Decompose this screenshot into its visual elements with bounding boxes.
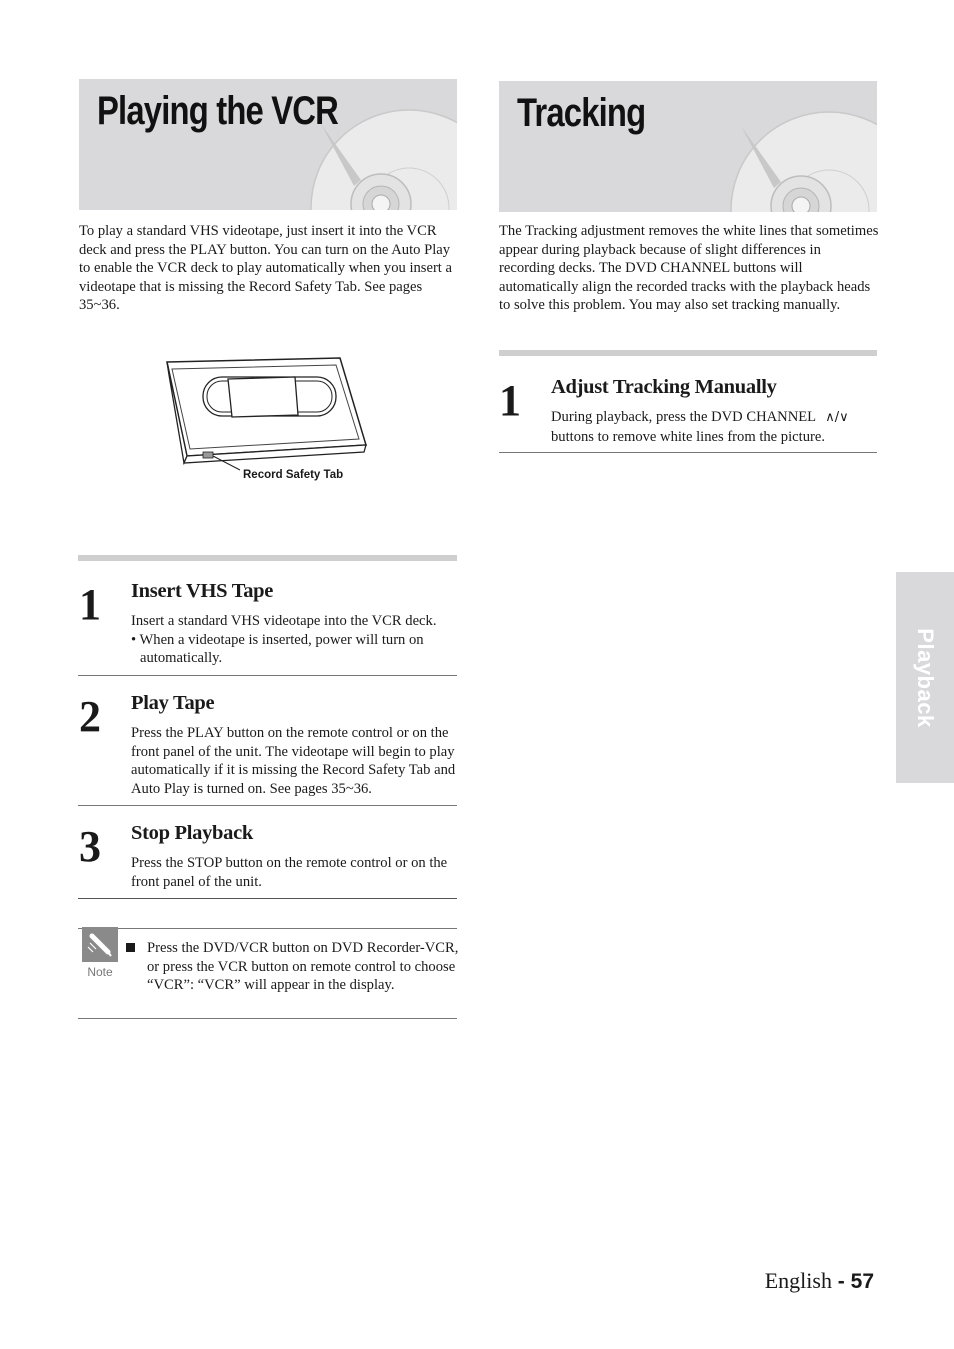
tracking-intro-text: The Tracking adjustment removes the white lines that sometimes appear during playback because of slight differences in recording decks. The DVD CHANNEL buttons will automatically align the recorded tracks with the playback heads to solve this problem. You may also set tracking manually. (499, 223, 879, 314)
step-title: Play Tape (131, 692, 215, 714)
step-bullet: • When a videotape is inserted, power will turn on automatically. (131, 631, 424, 667)
note-bullet-square (126, 943, 135, 952)
step-number: 1 (499, 376, 521, 425)
vcr-intro-text: To play a standard VHS videotape, just insert it into the VCR deck and press the PLAY button. You can turn on the Auto Play to enable the VCR deck to play automatically when you insert a videotape that is missing the Record Safety Tab. See pages 35~36. (79, 223, 452, 314)
note-icon (82, 927, 118, 962)
channel-up-down-icon: ∧/∨ (825, 410, 849, 425)
step-body: Press the STOP button on the remote control or on the front panel of the unit. (131, 855, 448, 890)
step-body (551, 408, 877, 446)
step-body (131, 612, 457, 668)
vhs-tape-illustration (164, 355, 374, 485)
step-text: Insert a standard VHS videotape into the VCR deck. (131, 613, 437, 629)
section-divider (78, 555, 457, 561)
disc-icon (299, 100, 457, 210)
step-divider (499, 452, 877, 453)
page-title-playing-vcr: Playing the VCR (97, 89, 339, 133)
note-label: Note (87, 965, 113, 979)
note-bottom-rule (78, 1018, 457, 1019)
step-number: 3 (79, 822, 101, 871)
note-text: Press the DVD/VCR button on DVD Recorder-VCR, or press the VCR button on remote control to choose “VCR”: “VCR” will appear in the display. (147, 940, 459, 994)
page-footer (765, 1268, 874, 1294)
footer-language: English (764, 1268, 832, 1293)
step-number: 2 (79, 692, 101, 741)
page-title-tracking: Tracking (517, 91, 646, 135)
footer-separator: - (831, 1270, 851, 1293)
note-top-rule (78, 928, 457, 929)
step-number: 1 (79, 580, 101, 629)
section-divider (499, 350, 877, 356)
step-text: During playback, press the DVD CHANNEL (551, 409, 816, 425)
step-divider (78, 675, 457, 676)
page-number: 57 (850, 1270, 874, 1293)
step-title: Adjust Tracking Manually (551, 376, 777, 398)
step-divider (78, 898, 457, 899)
playing-vcr-banner (79, 79, 457, 210)
side-tab-label: Playback (913, 627, 938, 728)
section-side-tab (896, 572, 954, 783)
step-body: Press the PLAY button on the remote control or on the front panel of the unit. The videotape will begin to play automatically if it is missing the Record Safety Tab and Auto Play is turned on. See pages 35~36. (131, 725, 456, 797)
step-title: Stop Playback (131, 822, 253, 844)
step-divider (78, 805, 457, 806)
record-safety-tab-label: Record Safety Tab (243, 469, 344, 481)
pencil-icon (82, 927, 118, 962)
tracking-banner (499, 81, 877, 212)
step-text: buttons to remove white lines from the picture. (551, 428, 825, 445)
disc-icon (719, 102, 877, 212)
step-title: Insert VHS Tape (131, 580, 274, 602)
